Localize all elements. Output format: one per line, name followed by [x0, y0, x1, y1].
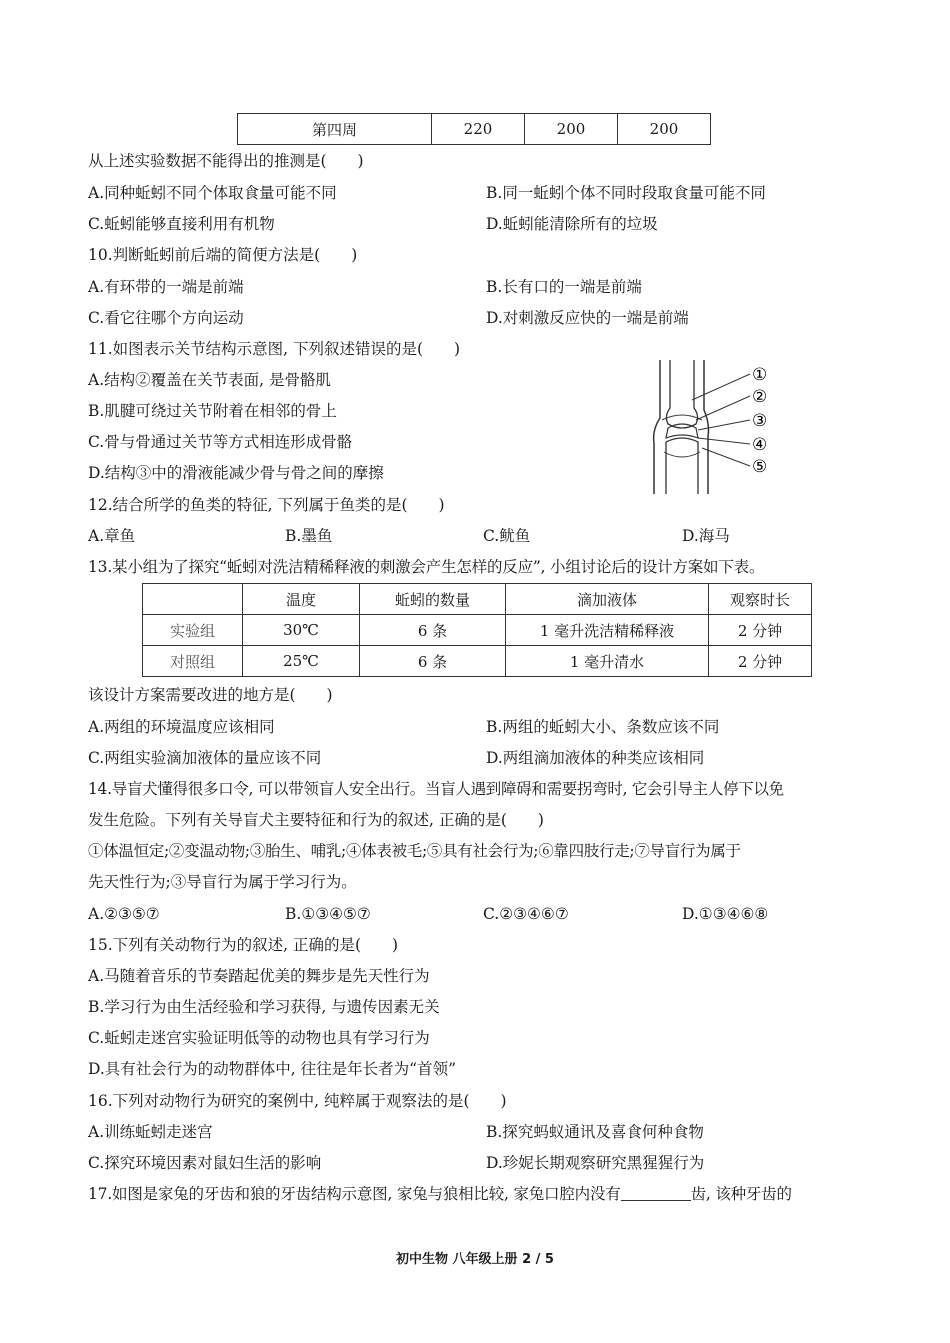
question-14-items-line2: 先天性行为;③导盲行为属于学习行为。 — [88, 873, 357, 891]
question-9-stem: 从上述实验数据不能得出的推测是( ) — [88, 152, 364, 170]
q10-option-a: A.有环带的一端是前端 — [88, 278, 244, 296]
q16-option-a: A.训练蚯蚓走迷宫 — [88, 1123, 213, 1141]
figure-label-2: ② — [752, 387, 768, 407]
q15-option-b: B.学习行为由生活经验和学习获得, 与遗传因素无关 — [88, 998, 440, 1016]
question-10-stem: 10.判断蚯蚓前后端的简便方法是( ) — [88, 246, 358, 264]
question-15-stem: 15.下列有关动物行为的叙述, 正确的是( ) — [88, 936, 399, 954]
q11-option-c: C.骨与骨通过关节等方式相连形成骨骼 — [88, 433, 353, 451]
q14-option-c: C.②③④⑥⑦ — [483, 905, 569, 923]
figure-label-3: ③ — [752, 411, 768, 431]
q15-option-a: A.马随着音乐的节奏踏起优美的舞步是先天性行为 — [88, 967, 430, 985]
table-header-cell: 观察时长 — [709, 584, 812, 615]
q15-option-c: C.蚯蚓走迷宫实验证明低等的动物也具有学习行为 — [88, 1029, 430, 1047]
question-16-stem: 16.下列对动物行为研究的案例中, 纯粹属于观察法的是( ) — [88, 1092, 507, 1110]
q14-option-a: A.②③⑤⑦ — [88, 905, 160, 923]
q16-option-c: C.探究环境因素对鼠妇生活的影响 — [88, 1154, 322, 1172]
q12-option-c: C.鱿鱼 — [483, 527, 531, 545]
question-12-stem: 12.结合所学的鱼类的特征, 下列属于鱼类的是( ) — [88, 496, 445, 514]
table-cell: 1 毫升洗洁精稀释液 — [506, 615, 709, 646]
question-14-items-line1: ①体温恒定;②变温动物;③胎生、哺乳;④体表被毛;⑤具有社会行为;⑥靠四肢行走;⑦导盲行为属于 — [88, 842, 741, 860]
table-cell: 220 — [432, 114, 525, 145]
table-row — [143, 646, 812, 677]
q13-option-c: C.两组实验滴加液体的量应该不同 — [88, 749, 322, 767]
data-table-week4 — [237, 113, 711, 145]
table-cell: 30℃ — [243, 615, 360, 646]
q16-option-d: D.珍妮长期观察研究黑猩猩行为 — [486, 1154, 705, 1172]
q11-option-d: D.结构③中的滑液能减少骨与骨之间的摩擦 — [88, 464, 384, 482]
figure-label-4: ④ — [752, 435, 768, 455]
q9-option-a: A.同种蚯蚓不同个体取食量可能不同 — [88, 184, 337, 202]
table-cell: 200 — [618, 114, 711, 145]
experiment-design-table — [142, 583, 812, 677]
table-header-cell: 蚯蚓的数量 — [360, 584, 506, 615]
q12-option-a: A.章鱼 — [88, 527, 136, 545]
table-row — [143, 615, 812, 646]
q10-option-c: C.看它往哪个方向运动 — [88, 309, 244, 327]
question-13-prompt: 该设计方案需要改进的地方是( ) — [88, 686, 333, 704]
question-14-stem-line2: 发生危险。下列有关导盲犬主要特征和行为的叙述, 正确的是( ) — [88, 811, 544, 829]
answer-blank — [621, 1184, 691, 1201]
question-13-stem: 13.某小组为了探究“蚯蚓对洗洁精稀释液的刺激会产生怎样的反应”, 小组讨论后的设计方案如下表。 — [88, 558, 765, 576]
q10-option-b: B.长有口的一端是前端 — [486, 278, 642, 296]
table-cell: 2 分钟 — [709, 615, 812, 646]
table-header-cell — [143, 584, 243, 615]
table-cell: 第四周 — [238, 114, 432, 145]
q11-option-a: A.结构②覆盖在关节表面, 是骨骼肌 — [88, 371, 331, 389]
q17-text-a: 17.如图是家兔的牙齿和狼的牙齿结构示意图, 家兔与狼相比较, 家兔口腔内没有 — [88, 1185, 621, 1203]
q9-option-c: C.蚯蚓能够直接利用有机物 — [88, 215, 275, 233]
q9-option-b: B.同一蚯蚓个体不同时段取食量可能不同 — [486, 184, 766, 202]
table-cell: 6 条 — [360, 646, 506, 677]
q14-option-d: D.①③④⑥⑧ — [682, 905, 769, 923]
figure-label-1: ① — [752, 365, 768, 385]
table-header-cell: 温度 — [243, 584, 360, 615]
table-row — [238, 114, 711, 145]
q13-option-a: A.两组的环境温度应该相同 — [88, 718, 275, 736]
figure-label-5: ⑤ — [752, 457, 768, 477]
q12-option-b: B.墨鱼 — [285, 527, 333, 545]
table-cell: 1 毫升清水 — [506, 646, 709, 677]
question-17-stem — [88, 1183, 792, 1205]
joint-structure-figure — [642, 358, 782, 498]
table-header-cell: 滴加液体 — [506, 584, 709, 615]
q16-option-b: B.探究蚂蚁通讯及喜食何种食物 — [486, 1123, 704, 1141]
question-11-stem: 11.如图表示关节结构示意图, 下列叙述错误的是( ) — [88, 340, 461, 358]
q11-option-b: B.肌腱可绕过关节附着在相邻的骨上 — [88, 402, 337, 420]
q13-option-d: D.两组滴加液体的种类应该相同 — [486, 749, 705, 767]
table-cell: 2 分钟 — [709, 646, 812, 677]
q12-option-d: D.海马 — [682, 527, 730, 545]
table-cell: 对照组 — [143, 646, 243, 677]
q15-option-d: D.具有社会行为的动物群体中, 往往是年长者为“首领” — [88, 1060, 457, 1078]
question-14-stem-line1: 14.导盲犬懂得很多口令, 可以带领盲人安全出行。当盲人遇到障碍和需要拐弯时, 它会引导主人停下以免 — [88, 780, 784, 798]
q9-option-d: D.蚯蚓能清除所有的垃圾 — [486, 215, 658, 233]
table-cell: 6 条 — [360, 615, 506, 646]
q13-option-b: B.两组的蚯蚓大小、条数应该不同 — [486, 718, 720, 736]
page-footer: 初中生物 八年级上册 2 / 5 — [396, 1252, 554, 1267]
table-cell: 实验组 — [143, 615, 243, 646]
table-header-row — [143, 584, 812, 615]
table-cell: 200 — [525, 114, 618, 145]
q14-option-b: B.①③④⑤⑦ — [285, 905, 371, 923]
q10-option-d: D.对刺激反应快的一端是前端 — [486, 309, 689, 327]
q17-text-b: 齿, 该种牙齿的 — [690, 1185, 792, 1203]
table-cell: 25℃ — [243, 646, 360, 677]
